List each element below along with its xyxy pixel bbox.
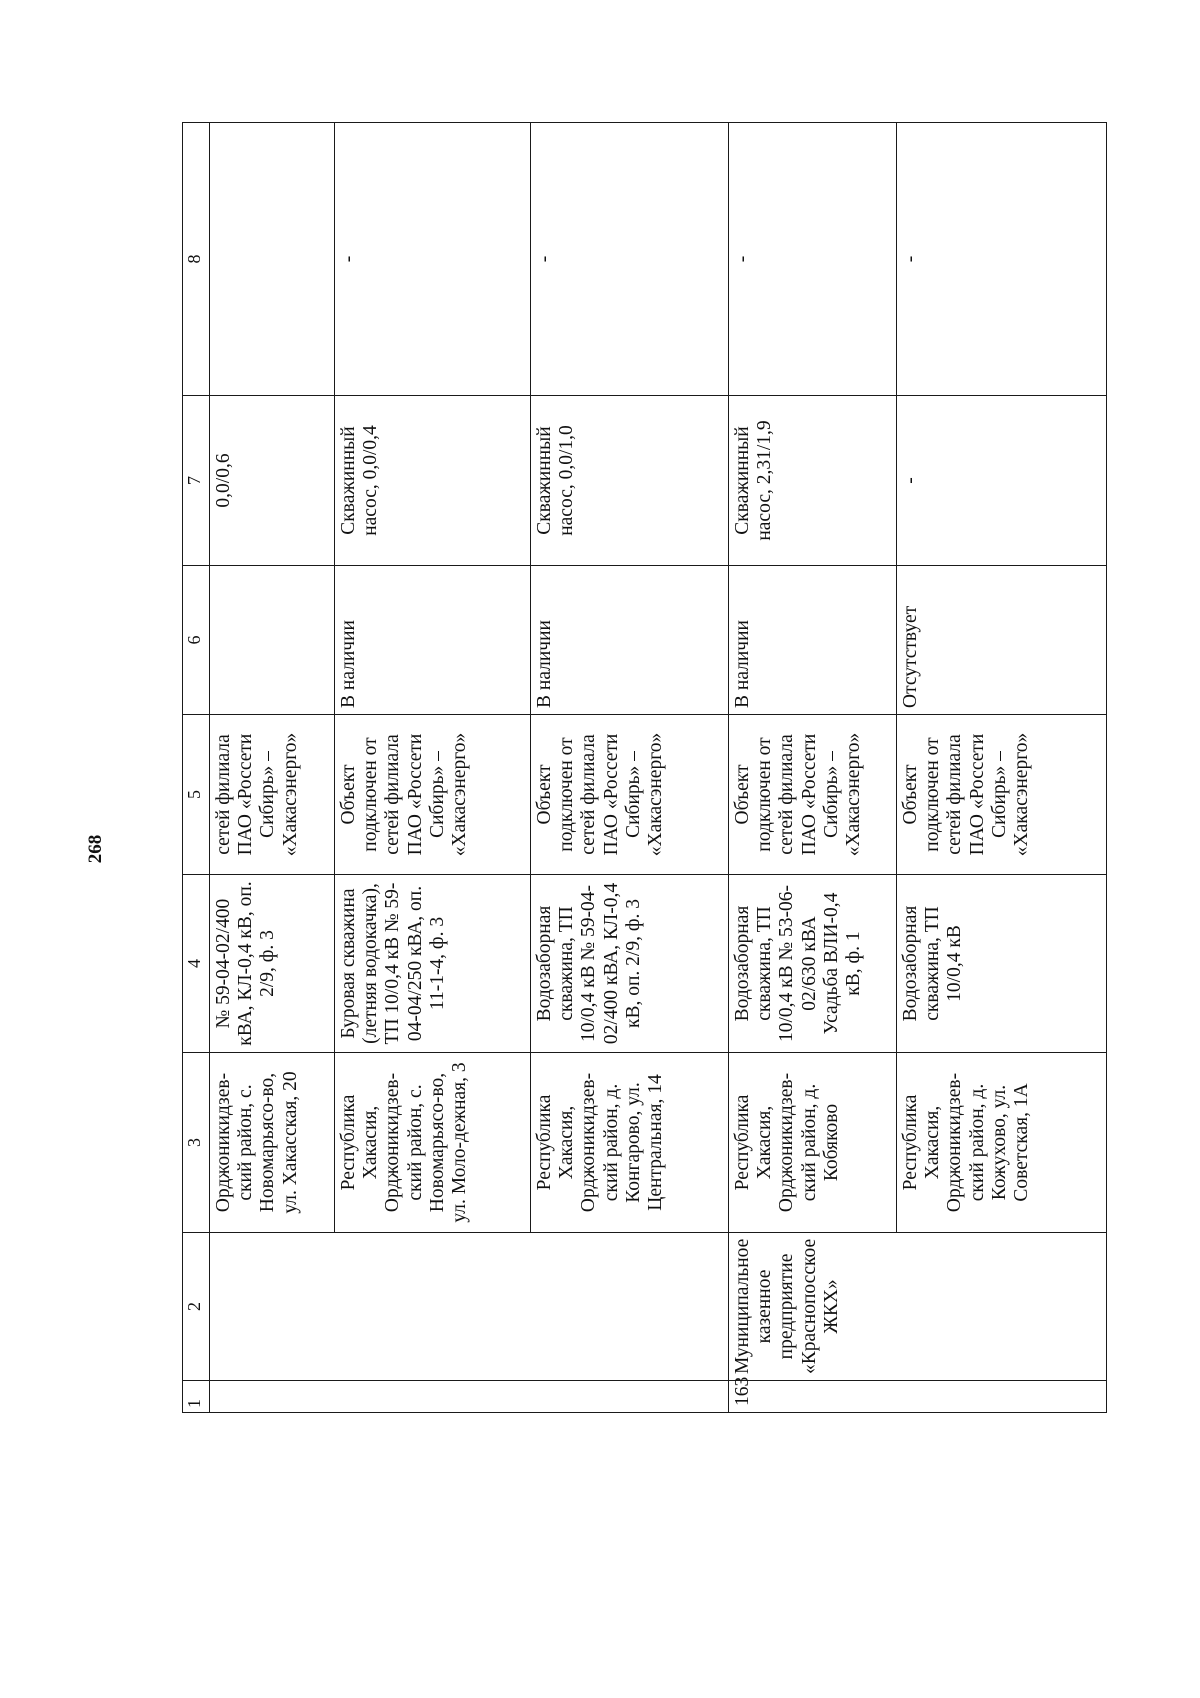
table-row xyxy=(210,123,335,1413)
header-cell-2: 2 xyxy=(183,1233,210,1381)
cell-equipment: Скважинный насос, 2,31/1,9 xyxy=(729,396,897,566)
cell-availability: Отсутствует xyxy=(897,566,1107,715)
cell-object: Водозаборная скважина, ТП 10/0,4 кВ xyxy=(897,875,1107,1053)
cell-number xyxy=(897,1381,1107,1413)
cell-connection: сетей филиала ПАО «Россети Сибирь» – «Хакасэнерго» xyxy=(210,715,335,875)
cell-equipment: Скважинный насос, 0,0/1,0 xyxy=(531,396,729,566)
cell-connection: Объект подключен от сетей филиала ПАО «Россети Сибирь» – «Хакасэнерго» xyxy=(531,715,729,875)
header-cell-4: 4 xyxy=(183,875,210,1053)
cell-equipment: - xyxy=(897,396,1107,566)
cell-equipment: 0,0/0,6 xyxy=(210,396,335,566)
cell-address: Республика Хакасия, Орджоникидзев-ский район, д. Конгарово, ул. Центральная, 14 xyxy=(531,1053,729,1233)
cell-address: Орджоникидзев-ский район, с. Новомарьясо-во, ул. Хакасская, 20 xyxy=(210,1053,335,1233)
cell-number: 163 xyxy=(729,1381,897,1413)
cell-number xyxy=(210,1381,335,1413)
header-cell-8: 8 xyxy=(183,123,210,396)
cell-note: - xyxy=(335,123,531,396)
cell-note: - xyxy=(531,123,729,396)
cell-address: Республика Хакасия, Орджоникидзев-ский район, с. Новомарьясо-во, ул. Моло-дежная, 3 xyxy=(335,1053,531,1233)
page-number: 268 xyxy=(85,834,106,864)
header-cell-1: 1 xyxy=(183,1381,210,1413)
rotated-table-container xyxy=(182,123,1107,1413)
cell-organization xyxy=(897,1233,1107,1381)
cell-availability xyxy=(210,566,335,715)
cell-note: - xyxy=(729,123,897,396)
table-row xyxy=(729,123,897,1413)
cell-availability: В наличии xyxy=(729,566,897,715)
cell-organization xyxy=(210,1233,335,1381)
cell-object: Буровая скважина (летняя водокачка), ТП 10/0,4 кВ № 59-04-04/250 кВА, оп. 11-1-4, ф. 3 xyxy=(335,875,531,1053)
cell-availability: В наличии xyxy=(531,566,729,715)
cell-address: Республика Хакасия, Орджоникидзев-ский район, д. Кожухово, ул. Советская, 1А xyxy=(897,1053,1107,1233)
cell-organization: Муниципальное казенное предприятие «Краснопосское ЖКХ» xyxy=(729,1233,897,1381)
cell-equipment: Скважинный насос, 0,0/0,4 xyxy=(335,396,531,566)
cell-object: № 59-04-02/400 кВА, КЛ-0,4 кВ, оп. 2/9, ф. 3 xyxy=(210,875,335,1053)
cell-connection: Объект подключен от сетей филиала ПАО «Россети Сибирь» – «Хакасэнерго» xyxy=(729,715,897,875)
cell-connection: Объект подключен от сетей филиала ПАО «Россети Сибирь» – «Хакасэнерго» xyxy=(897,715,1107,875)
cell-object: Водозаборная скважина, ТП 10/0,4 кВ № 59-04-02/400 кВА, КЛ-0,4 кВ, оп. 2/9, ф. 3 xyxy=(531,875,729,1053)
table-row xyxy=(335,123,531,1413)
header-cell-5: 5 xyxy=(183,715,210,875)
header-row xyxy=(183,123,210,1413)
cell-note xyxy=(210,123,335,396)
data-table xyxy=(182,122,1107,1413)
cell-organization xyxy=(531,1233,729,1381)
cell-number xyxy=(531,1381,729,1413)
header-cell-3: 3 xyxy=(183,1053,210,1233)
cell-note: - xyxy=(897,123,1107,396)
cell-address: Республика Хакасия, Орджоникидзев-ский район, д. Кобяково xyxy=(729,1053,897,1233)
header-cell-7: 7 xyxy=(183,396,210,566)
cell-connection: Объект подключен от сетей филиала ПАО «Россети Сибирь» – «Хакасэнерго» xyxy=(335,715,531,875)
table-row xyxy=(897,123,1107,1413)
table-row xyxy=(531,123,729,1413)
cell-number xyxy=(335,1381,531,1413)
header-cell-6: 6 xyxy=(183,566,210,715)
cell-organization xyxy=(335,1233,531,1381)
cell-availability: В наличии xyxy=(335,566,531,715)
cell-object: Водозаборная скважина, ТП 10/0,4 кВ № 53-06-02/630 кВА Усадьба ВЛИ-0,4 кВ, ф. 1 xyxy=(729,875,897,1053)
